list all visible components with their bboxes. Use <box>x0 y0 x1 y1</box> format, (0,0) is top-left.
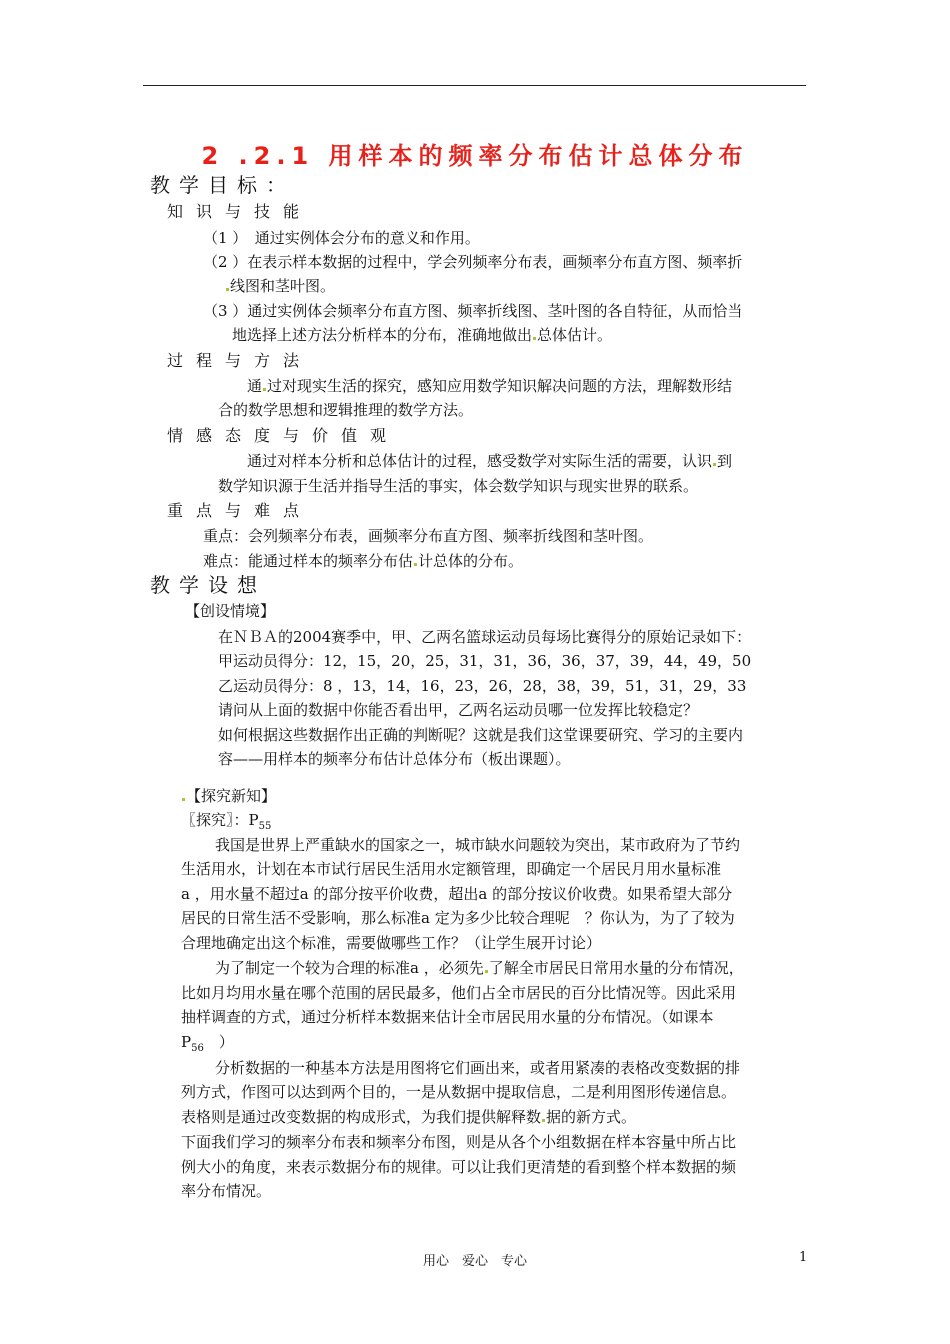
highlight-dot <box>542 1119 545 1122</box>
process-line-1: 通 过对现实生活的探究，感知应用数学知识解决问题的方法，理解数形结 <box>247 377 733 395</box>
para2-line-4: $P_{56}$ ） <box>181 1033 234 1054</box>
process-heading: 过程与方法 <box>167 351 313 370</box>
goals-heading: 教学目标： <box>150 173 295 197</box>
highlight-dot <box>182 798 185 801</box>
knowledge-item-2-line-2: 线图和茎叶图。 <box>225 276 335 296</box>
knowledge-heading: 知识与技能 <box>167 202 313 221</box>
key-heading: 重点与难点 <box>167 501 313 520</box>
para1-line-3: a ，用水量不超过a 的部分按平价收费，超出a 的部分按议价收费。如果希望大部分 <box>181 885 733 903</box>
key-focus: 重点：会列频率分布表，画频率分布直方图、频率折线图和茎叶图。 <box>203 527 654 545</box>
scores-player-b: 乙运动员得分：8 ，13，14，16，23，26，28，38，39，51，31，29，33 <box>218 677 747 695</box>
design-heading: 教学设想 <box>150 573 266 597</box>
footer-motto: 用心 爱心 专心 <box>422 1254 527 1269</box>
para1-line-2: 生活用水，计划在本市试行居民生活用水定额管理，即确定一个居民月用水量标准 <box>181 860 722 878</box>
para4-line-1: 下面我们学习的频率分布表和频率分布图，则是从各个小组数据在样本容量中所占比 <box>181 1133 737 1151</box>
highlight-dot <box>485 970 488 973</box>
para4-line-3: 率分布情况。 <box>181 1182 272 1200</box>
scenario-line-5: 如何根据这些数据作出正确的判断呢？这就是我们这堂课要研究、学习的主要内 <box>218 726 744 744</box>
process-line-2: 合的数学思想和逻辑推理的数学方法。 <box>218 401 474 419</box>
knowledge-item-3-line-1: （3 ）通过实例体会频率分布直方图、频率折线图、茎叶图的各自特征，从而恰当 <box>203 302 743 320</box>
para1-line-5: 合理地确定出这个标准，需要做哪些工作？（让学生展开讨论） <box>181 934 602 952</box>
para2-line-1: 为了制定一个较为合理的标准a ，必须先 了解全市居民日常用水量的分布情况， <box>215 959 744 977</box>
key-difficulty: 难点：能通过样本的频率分布估 计总体的分布。 <box>203 552 524 570</box>
para3-line-3: 表格则是通过改变数据的构成形式，为我们提供解释数 据的新方式。 <box>181 1108 637 1126</box>
para3-line-2: 列方式，作图可以达到两个目的，一是从数据中提取信息，二是利用图形传递信息。 <box>181 1083 737 1101</box>
knowledge-item-1: （1 ） 通过实例体会分布的意义和作用。 <box>203 229 480 247</box>
page-title: 2 .2.1 用样本的频率分布估计总体分布 <box>201 142 749 170</box>
emotion-line-2: 数学知识源于生活并指导生活的事实，体会数学知识与现实世界的联系。 <box>218 477 699 495</box>
scenario-label: 【创设情境】 <box>185 602 276 620</box>
highlight-dot <box>713 463 716 466</box>
para1-line-1: 我国是世界上严重缺水的国家之一，城市缺水问题较为突出，某市政府为了节约 <box>215 836 741 854</box>
scenario-line-1: 在ＮＢＡ的2004赛季中，甲、乙两名篮球运动员每场比赛得分的原始记录如下： <box>218 628 752 646</box>
para1-line-4: 居民的日常生活不受影响，那么标准a 定为多少比较合理呢 ？你认为，为了了较为 <box>181 909 735 927</box>
header-rule <box>143 85 806 86</box>
knowledge-item-3-line-2: 地选择上述方法分析样本的分布，准确地做出 总体估计。 <box>232 326 613 344</box>
para2-line-3: 抽样调查的方式，通过分析样本数据来估计全市居民用水量的分布情况。（如课本 <box>181 1008 714 1026</box>
page-number: 1 <box>799 1250 808 1265</box>
emotion-line-1: 通过对样本分析和总体估计的过程，感受数学对实际生活的需要，认识 到 <box>247 452 733 470</box>
scores-player-a: 甲运动员得分：12，15，20，25，31，31，36，36，37，39，44，49，50 <box>218 652 752 670</box>
highlight-dot <box>226 288 229 291</box>
highlight-dot <box>533 337 536 340</box>
emotion-heading: 情感态度与价值观 <box>167 426 400 445</box>
highlight-dot <box>414 563 417 566</box>
highlight-dot <box>263 388 266 391</box>
explore-ref: 〖探究〗：$P_{55}$ <box>181 811 272 832</box>
para2-line-2: 比如月均用水量在哪个范围的居民最多，他们占全市居民的百分比情况等。因此采用 <box>181 984 737 1002</box>
scenario-line-4: 请问从上面的数据中你能否看出甲，乙两名运动员哪一位发挥比较稳定？ <box>218 701 699 719</box>
knowledge-item-2-line-1: （2 ）在表示样本数据的过程中，学会列频率分布表，画频率分布直方图、频率折 <box>203 253 743 271</box>
explore-label: 【探究新知】 <box>181 786 276 806</box>
para3-line-1: 分析数据的一种基本方法是用图将它们画出来，或者用紧凑的表格改变数据的排 <box>215 1059 741 1077</box>
scenario-line-6: 容——用样本的频率分布估计总体分布（板出课题）。 <box>218 750 571 768</box>
para4-line-2: 例大小的角度，来表示数据分布的规律。可以让我们更清楚的看到整个样本数据的频 <box>181 1158 737 1176</box>
